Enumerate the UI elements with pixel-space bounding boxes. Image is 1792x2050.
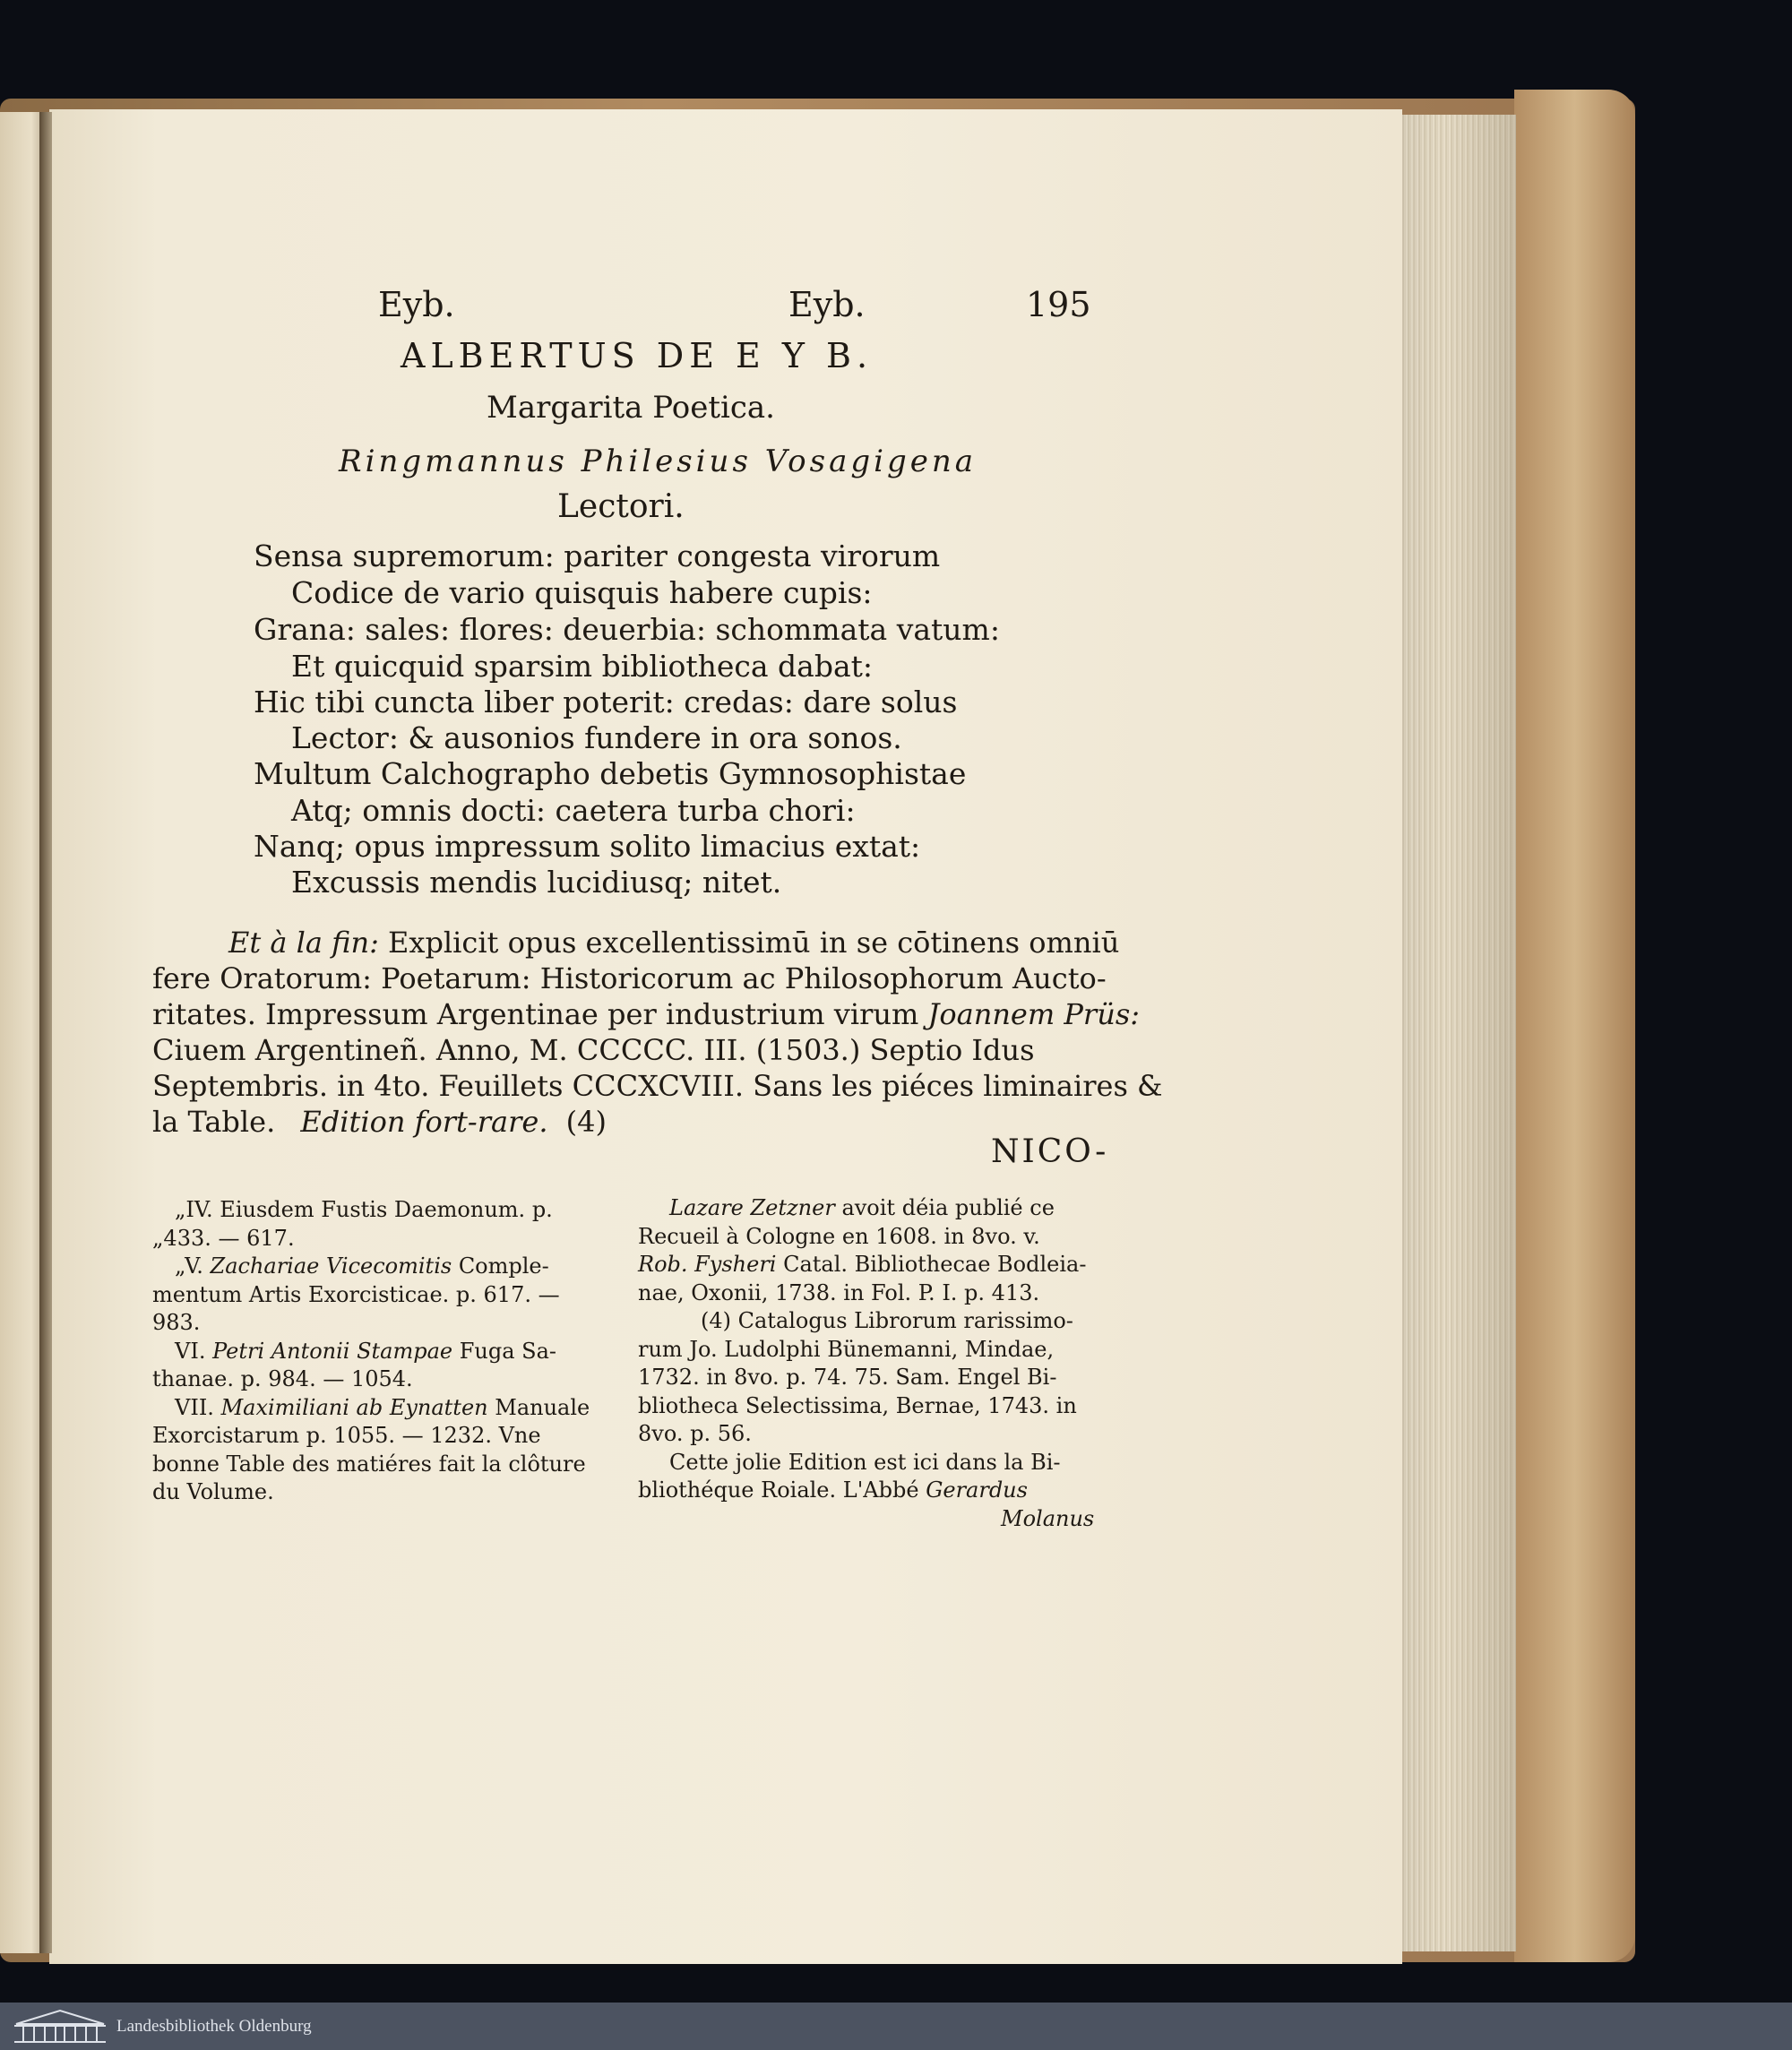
poem-line: Hic tibi cuncta liber poterit: credas: dare solus <box>254 685 958 719</box>
footnote-line: „IV. Eiusdem Fustis Daemonum. p. <box>175 1197 553 1222</box>
poem-line: Et quicquid sparsim bibliotheca dabat: <box>291 649 874 684</box>
colophon-line-1: Et à la fin: Explicit opus excellentissimū in se cōtinens omniū <box>228 926 1120 960</box>
footnote-line: Lazare Zetzner avoit déia publié ce <box>669 1195 1055 1220</box>
footnote-line: Recueil à Cologne en 1608. in 8vo. v. <box>638 1223 1040 1249</box>
footnote-line: Molanus <box>1001 1505 1095 1531</box>
footnote-line: VI. Petri Antonii Stampae Fuga Sa- <box>175 1338 557 1364</box>
poem-line: Sensa supremorum: pariter congesta virorum <box>254 538 941 573</box>
footnote-line: Exorcistarum p. 1055. — 1232. Vne <box>152 1423 541 1448</box>
work-title: Margarita Poetica. <box>487 390 775 426</box>
footnote-line: bonne Table des matiéres fait la clôture <box>152 1451 586 1477</box>
colophon-line-5: Septembris. in 4to. Feuillets CCCXCVIII. Sans les piéces liminaires & <box>152 1069 1163 1103</box>
library-footer-bar <box>0 2003 1792 2050</box>
footnote-line: „V. Zachariae Vicecomitis Comple- <box>175 1253 549 1279</box>
colophon-line-3: ritates. Impressum Argentinae per industrium virum Joannem Prüs: <box>152 997 1141 1031</box>
footnote-line: thanae. p. 984. — 1054. <box>152 1366 413 1391</box>
colophon-line-6: la Table. Edition fort-rare. (4) <box>152 1105 607 1139</box>
footnote-line: Cette jolie Edition est ici dans la Bi- <box>669 1449 1061 1475</box>
footnote-line: 983. <box>152 1310 201 1335</box>
poem-line: Atq; omnis docti: caetera turba chori: <box>291 793 856 828</box>
footnote-line: du Volume. <box>152 1479 274 1504</box>
poem-line: Codice de vario quisquis habere cupis: <box>291 575 873 610</box>
footnote-line: nae, Oxonii, 1738. in Fol. P. I. p. 413. <box>638 1279 1040 1305</box>
colophon-line-2: fere Oratorum: Poetarum: Historicorum ac Philosophorum Aucto- <box>152 961 1107 995</box>
footnote-line: mentum Artis Exorcisticae. p. 617. — <box>152 1281 560 1307</box>
author-line: Ringmannus Philesius Vosagigena <box>339 444 978 479</box>
footnote-line: Rob. Fysheri Catal. Bibliothecae Bodleia- <box>638 1252 1087 1277</box>
footnote-line: bliotheca Selectissima, Bernae, 1743. in <box>638 1392 1077 1418</box>
footnote-line: rum Jo. Ludolphi Bünemanni, Mindae, <box>638 1336 1055 1362</box>
colophon-intro: Et à la fin: <box>228 926 379 960</box>
lectori-heading: Lectori. <box>557 488 685 525</box>
poem-line: Lector: & ausonios fundere in ora sonos. <box>291 720 902 755</box>
poem-line: Grana: sales: flores: deuerbia: schommata vatum: <box>254 612 1000 647</box>
library-name: Landesbibliothek Oldenburg <box>116 2017 312 2036</box>
running-head-center: Eyb. <box>788 285 866 324</box>
colophon-line-4: Ciuem Argentineñ. Anno, M. CCCCC. III. (1503.) Septio Idus <box>152 1033 1035 1067</box>
poem-line: Excussis mendis lucidiusq; nitet. <box>291 865 782 900</box>
catchword: NICO- <box>991 1133 1109 1170</box>
page-number: 195 <box>1026 285 1091 324</box>
library-building-icon <box>11 2008 109 2046</box>
footnote-line: VII. Maximiliani ab Eynatten Manuale <box>175 1394 590 1420</box>
entry-title: ALBERTUS DE E Y B. <box>401 336 874 375</box>
poem-line: Nanq; opus impressum solito limacius extat: <box>254 829 921 864</box>
poem-line: Multum Calchographo debetis Gymnosophistae <box>254 756 967 791</box>
footnote-line: bliothéque Roiale. L'Abbé Gerardus <box>638 1477 1028 1503</box>
footnote-line: 1732. in 8vo. p. 74. 75. Sam. Engel Bi- <box>638 1365 1057 1390</box>
footnote-line: „433. — 617. <box>152 1225 295 1251</box>
running-head-left: Eyb. <box>378 285 455 324</box>
footnote-line: (4) Catalogus Librorum rarissimo- <box>701 1308 1073 1333</box>
footnote-line: 8vo. p. 56. <box>638 1421 752 1446</box>
